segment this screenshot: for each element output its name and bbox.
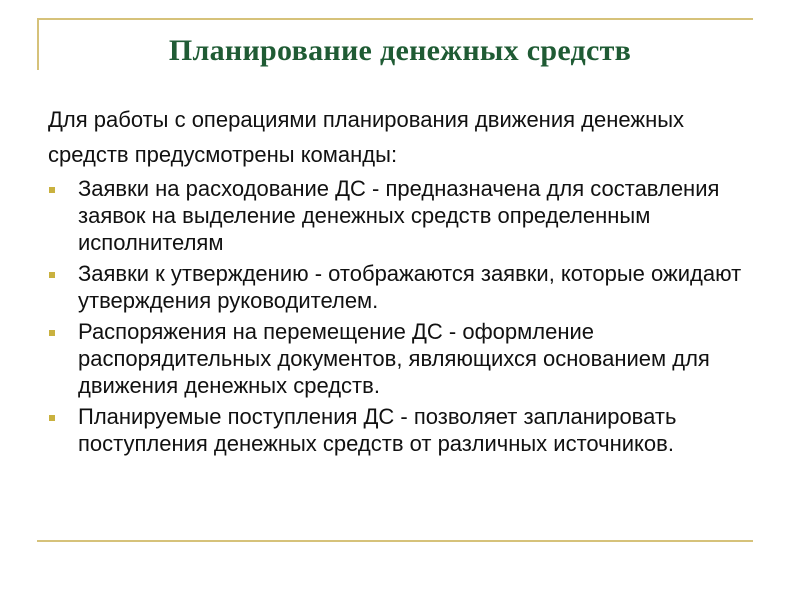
bullet-item [48, 403, 760, 457]
bullet-text: Распоряжения на перемещение ДС - оформление распорядительных документов, являющихся основанием для движения денежных средств. [78, 319, 710, 398]
bullet-text: Заявки на расходование ДС - предназначена для составления заявок на выделение денежных средств определенным исполнителям [78, 176, 720, 255]
square-bullet-icon [49, 415, 55, 421]
square-bullet-icon [49, 330, 55, 336]
bullet-item [48, 175, 760, 256]
square-bullet-icon [49, 187, 55, 193]
bullet-item [48, 318, 760, 399]
bullet-list [48, 175, 760, 457]
slide-content [48, 102, 760, 461]
intro-text: Для работы с операциями планирования движения денежных средств предусмотрены команды: [48, 107, 685, 167]
bullet-text: Планируемые поступления ДС - позволяет запланировать поступления денежных средств от различных источников. [78, 404, 677, 456]
frame-top-line [37, 18, 753, 20]
frame-bottom-line [37, 540, 753, 542]
slide-title: Планирование денежных средств [168, 34, 632, 67]
bullet-text: Заявки к утверждению - отображаются заявки, которые ожидают утверждения руководителем. [78, 261, 742, 313]
bullet-item [48, 260, 760, 314]
square-bullet-icon [49, 272, 55, 278]
